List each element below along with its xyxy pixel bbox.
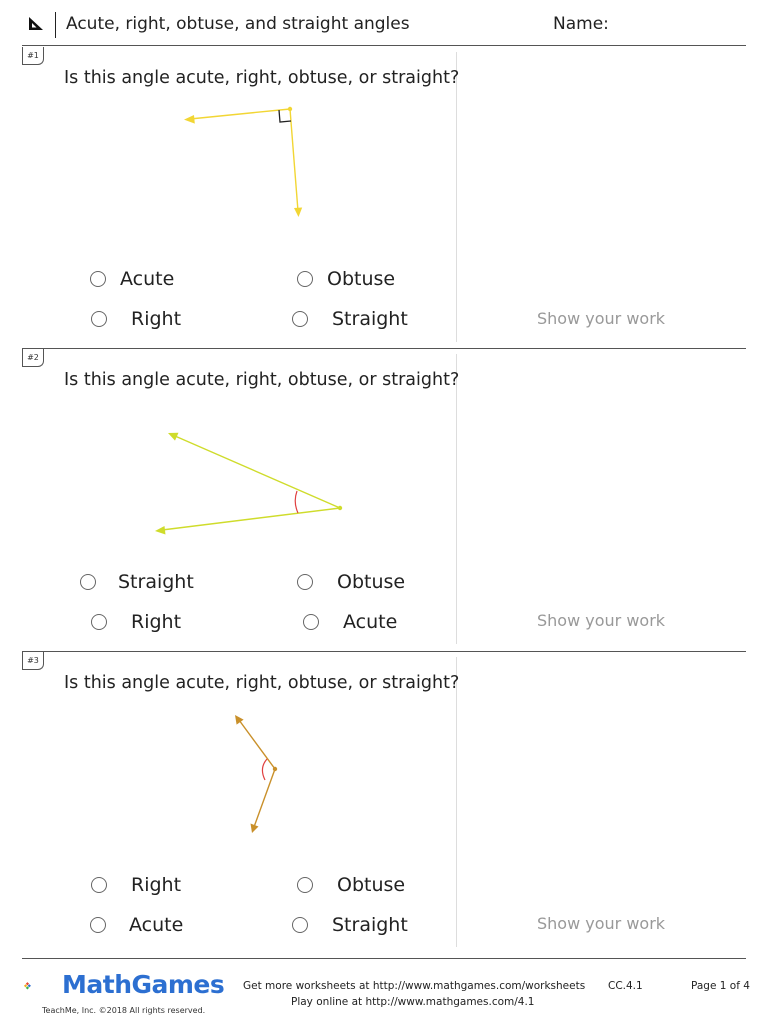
radio-button[interactable]	[91, 311, 107, 327]
show-work-label: Show your work	[537, 914, 666, 933]
choice-label: Straight	[118, 571, 194, 593]
choice-label: Acute	[120, 268, 175, 290]
question-text: Is this angle acute, right, obtuse, or straight?	[64, 370, 460, 390]
header-divider	[55, 12, 56, 38]
choice-label: Obtuse	[337, 874, 406, 896]
problem-number: #3	[22, 652, 44, 670]
radio-button[interactable]	[292, 917, 308, 933]
choice-label: Straight	[332, 308, 408, 330]
worksheet-header	[0, 0, 768, 46]
copyright-text: TeachMe, Inc. ©2018 All rights reserved.	[42, 1006, 206, 1015]
radio-button[interactable]	[91, 614, 107, 630]
choice-label: Obtuse	[327, 268, 396, 290]
problem-2	[0, 348, 768, 651]
angle-arc-marker	[262, 759, 267, 780]
column-divider	[456, 52, 457, 342]
set-square-icon	[26, 13, 46, 33]
more-worksheets-link[interactable]: Get more worksheets at http://www.mathgames.com/worksheets	[243, 980, 586, 992]
choice-label: Right	[131, 611, 182, 633]
name-label: Name:	[553, 14, 609, 34]
radio-button[interactable]	[292, 311, 308, 327]
show-work-label: Show your work	[537, 611, 666, 630]
right-angle-marker	[279, 110, 291, 122]
radio-button[interactable]	[297, 271, 313, 287]
problem-3	[0, 651, 768, 956]
radio-button[interactable]	[297, 877, 313, 893]
choice-label: Straight	[332, 914, 408, 936]
choice-label: Right	[131, 874, 182, 896]
question-text: Is this angle acute, right, obtuse, or straight?	[64, 68, 460, 88]
page-indicator: Page 1 of 4	[691, 980, 750, 992]
standard-code: CC.4.1	[608, 980, 643, 992]
problem-1	[0, 46, 768, 348]
worksheet-title: Acute, right, obtuse, and straight angles	[66, 14, 410, 34]
problem-number: #1	[22, 47, 44, 65]
obtuse-angle-rays	[235, 715, 277, 833]
radio-button[interactable]	[297, 574, 313, 590]
radio-button[interactable]	[90, 271, 106, 287]
mathgames-logo-icon	[24, 966, 62, 1006]
angle-figure	[0, 348, 456, 651]
question-text: Is this angle acute, right, obtuse, or straight?	[64, 673, 460, 693]
problem-number: #2	[22, 349, 44, 367]
column-divider	[456, 657, 457, 947]
footer-rule	[22, 958, 746, 959]
column-divider	[456, 354, 457, 644]
choice-label: Acute	[343, 611, 398, 633]
angle-figure	[0, 46, 456, 348]
choice-label: Acute	[129, 914, 184, 936]
right-angle-rays	[184, 107, 302, 217]
radio-button[interactable]	[91, 877, 107, 893]
angle-figure	[0, 651, 456, 956]
choice-label: Right	[131, 308, 182, 330]
radio-button[interactable]	[303, 614, 319, 630]
radio-button[interactable]	[80, 574, 96, 590]
acute-angle-rays	[155, 433, 342, 535]
play-online-link[interactable]: Play online at http://www.mathgames.com/4.1	[291, 996, 535, 1008]
angle-arc-marker	[295, 491, 298, 513]
brand-name: MathGames	[62, 970, 225, 999]
radio-button[interactable]	[90, 917, 106, 933]
choice-label: Obtuse	[337, 571, 406, 593]
show-work-label: Show your work	[537, 309, 666, 328]
